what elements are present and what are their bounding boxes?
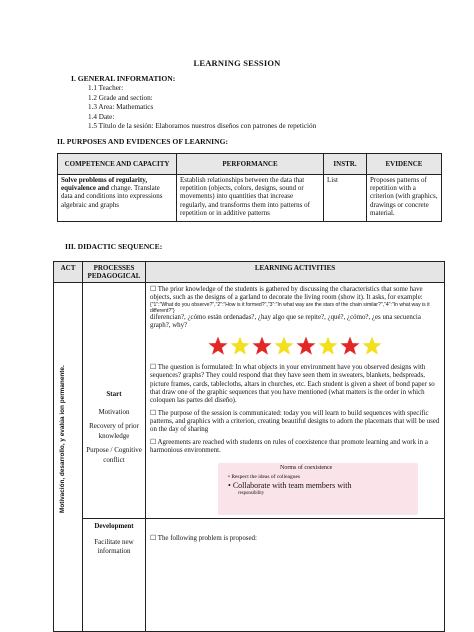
activity-questions-end: diferencian?, ¿cómo están ordenadas?, ¿hay algo que se repite?, ¿qué?, ¿cómo?, ¿es una secuencia graph?, why? — [150, 314, 421, 330]
star-icon — [208, 336, 228, 356]
didactic-heading: III. DIDACTIC SEQUENCE: — [65, 242, 163, 251]
general-info-heading: I. GENERAL INFORMATION: — [71, 74, 176, 83]
purposes-table — [57, 153, 442, 222]
process-facilitate: Facilitate new information — [94, 537, 134, 556]
competence-bold: Solve problems of regularity, equivalence and — [61, 176, 148, 193]
col-performance: PERFORMANCE — [177, 154, 324, 175]
process-recovery: Recovery of prior knowledge — [89, 422, 139, 440]
info-date: 1.4 Date: — [88, 112, 115, 121]
process-development: Development — [94, 522, 134, 531]
process-purpose: Purpose / Cognitive conflict — [86, 446, 142, 464]
process-motivation: Motivation — [98, 407, 130, 416]
info-session-title: 1.5 Título de la sesión: Elaboramos nuestros diseños con patrones de repetición — [88, 122, 317, 131]
col-act: ACT — [54, 262, 83, 283]
info-grade: 1.2 Grade and section: — [88, 93, 153, 102]
process-development-cell — [83, 519, 146, 632]
star-icon — [362, 336, 382, 356]
norm-item: • Collaborate with team members with — [228, 481, 352, 491]
info-teacher: 1.1 Teacher: — [88, 84, 124, 92]
performance-cell: Establish relationships between the data that repetition (objects, colors, designs, sound or movements) into quantities that increase regularly, and transforms them into patterns of repetition or in additive patterns — [177, 175, 324, 222]
activity-purpose: ☐ The purpose of the session is communicated: today you will learn to build sequences with specific patterns, and graphics with a criterion, creating beautiful designs to adorn the placemats that will be used on the day of sharing — [150, 409, 440, 434]
activity-agreements: ☐ Agreements are reached with students on rules of coexistence that promote learning and work in a harmonious environment. — [150, 439, 428, 455]
star-icon — [230, 336, 250, 356]
norms-box — [218, 463, 418, 515]
act-cell — [54, 283, 83, 632]
col-evidence: EVIDENCE — [367, 154, 442, 175]
instr-cell: List — [324, 175, 367, 222]
star-icon — [340, 336, 360, 356]
act-vertical-label: Motivación, desarrollo, y evalúa ion permanente. — [59, 365, 66, 513]
star-garland — [150, 336, 440, 356]
didactic-table — [53, 261, 445, 632]
competence-cell — [58, 175, 177, 222]
page-title: LEARNING SESSION — [193, 58, 281, 68]
star-icon — [318, 336, 338, 356]
activities-development-cell — [146, 519, 445, 632]
general-info-list — [88, 84, 316, 132]
purposes-heading: II. PURPOSES AND EVIDENCES OF LEARNING: — [57, 137, 229, 146]
col-activities: LEARNING ACTIVITIES — [146, 262, 445, 283]
col-competence: COMPETENCE AND CAPACITY — [58, 154, 177, 175]
norms-heading: Norms of coexistence — [280, 465, 333, 472]
evidence-cell: Proposes patterns of repetition with a criterion (with graphics, drawings or concrete material. — [367, 175, 442, 222]
activity-prior-knowledge: ☐ The prior knowledge of the students is gathered by discussing the characteristics that some have objects, such as the designs of a garland to decorate the living room (show it). It asks, for example: — [150, 286, 423, 302]
star-icon — [252, 336, 272, 356]
norm-item: responsibility — [238, 491, 265, 497]
activity-problem: ☐ The following problem is proposed: — [150, 535, 257, 543]
activity-questions-small: {"1":"What do you observe?","2":"How is it formed?","3":"In what way are the stars of the chain similar?","4":"In what way is it different?"} — [150, 302, 430, 315]
col-instr: INSTR. — [324, 154, 367, 175]
process-start: Start — [106, 390, 122, 398]
col-processes: PROCESSES PEDAGOGICAL — [83, 262, 146, 283]
activity-question: ☐ The question is formulated: In what objects in your environment have you observed designs with sequences? graphs? They could respond that they have seen them in sweaters, blankets, bedspreads, picture frames, cards, tablecloths, altars in churches, etc. Each student is given a sheet of bond paper so that draw one of the graphic sequences that you have mentioned (what matters is the order in which coloquen las partes del diseño). — [150, 364, 435, 404]
star-icon — [296, 336, 316, 356]
info-area: 1.3 Area: Mathematics — [88, 103, 154, 112]
process-start-cell — [83, 283, 146, 519]
competence-rest: change. Translate data and conditions into expressions algebraic and graphs — [61, 184, 163, 209]
activities-start-cell — [146, 283, 445, 519]
norm-item: • Respect the ideas of colleagues — [228, 474, 301, 481]
star-icon — [274, 336, 294, 356]
